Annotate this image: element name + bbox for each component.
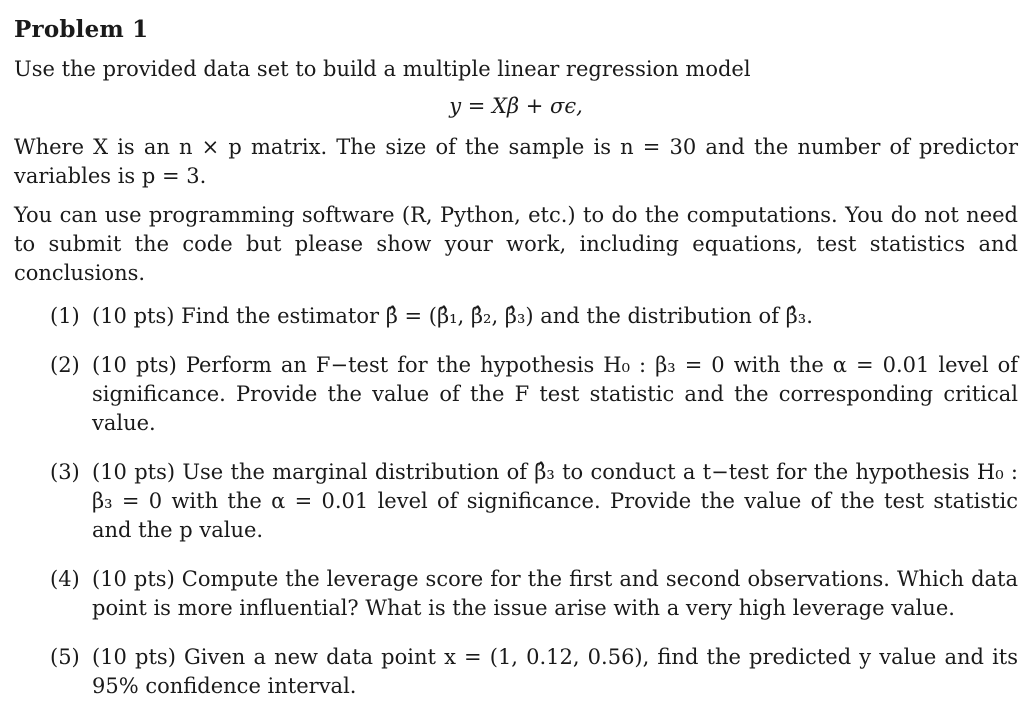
question-number: (5): [50, 645, 80, 669]
question-item: [50, 565, 1018, 623]
intro-text: Use the provided data set to build a multiple linear regression model: [14, 57, 751, 81]
question-text: (10 pts) Perform an F−test for the hypothesis H₀ : β₃ = 0 with the α = 0.01 level of significance. Provide the value of the F test statistic and the corresponding critical value.: [92, 353, 1018, 435]
question-number: (2): [50, 353, 80, 377]
question-number: (3): [50, 460, 80, 484]
question-text: (10 pts) Compute the leverage score for the first and second observations. Which data point is more influential? What is the issue arise with a very high leverage value.: [92, 567, 1018, 620]
problem-title: Problem 1: [14, 16, 149, 43]
question-text: (10 pts) Find the estimator β̂ = (β̂₁, β̂₂, β̂₃) and the distribution of β̂₃.: [92, 304, 813, 328]
instructions-text: You can use programming software (R, Python, etc.) to do the computations. You do not need to submit the code but please show your work, including equations, test statistics and conclusions.: [14, 203, 1018, 285]
question-text: (10 pts) Use the marginal distribution of β̂₃ to conduct a t−test for the hypothesis H₀ : β₃ = 0 with the α = 0.01 level of significance. Provide the value of the test statistic and the p value.: [92, 460, 1018, 542]
question-item: [50, 643, 1018, 701]
question-number: (1): [50, 304, 80, 328]
question-number: (4): [50, 567, 80, 591]
question-item: [50, 351, 1018, 438]
question-text: (10 pts) Given a new data point x = (1, 0.12, 0.56), find the predicted y value and its 95% confidence interval.: [92, 645, 1018, 698]
question-item: [50, 302, 1018, 331]
model-equation: y = Xβ + σϵ,: [449, 94, 583, 118]
where-text: Where X is an n × p matrix. The size of the sample is n = 30 and the number of predictor variables is p = 3.: [14, 135, 1018, 188]
question-item: [50, 458, 1018, 545]
